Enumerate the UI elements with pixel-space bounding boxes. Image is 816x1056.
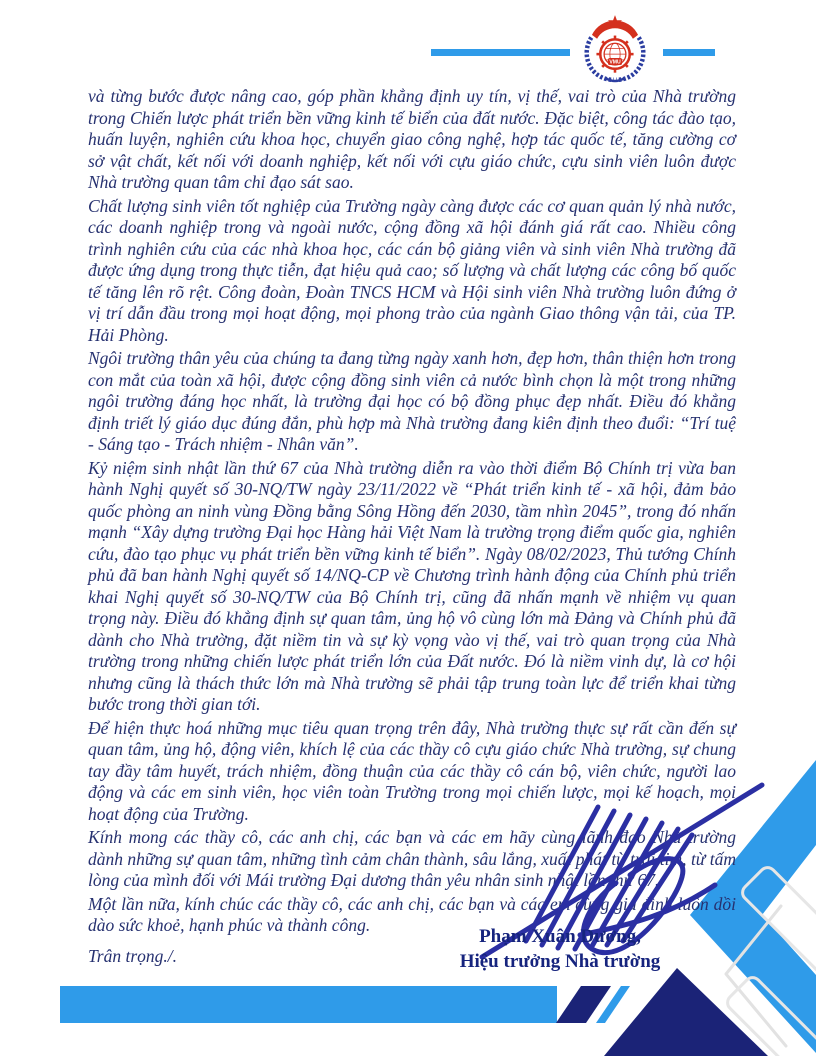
signer-name: Phạm Xuân Dương, (479, 926, 641, 947)
paragraph-2: Chất lượng sinh viên tốt nghiệp của Trường ngày càng được các cơ quan quản lý nhà nước, các doanh nghiệp trong và ngoài nước, cộng đồng xã hội đánh giá rất cao. Nhiều công trình nghiên cứu của các nhà khoa học, các cán bộ giảng viên và sinh viên Nhà trường đã được ứng dụng trong thực tiễn, đạt hiệu quả cao; số lượng và chất lượng các công bố quốc tế tăng lên rõ rệt. Công đoàn, Đoàn TNCS HCM và Hội sinh viên Nhà trường luôn đứng ở vị trí dẫn đầu trong mọi hoạt động, mọi phong trào của ngành Giao thông vận tải, của TP. Hải Phòng. (88, 195, 736, 345)
paragraph-3: Ngôi trường thân yêu của chúng ta đang từng ngày xanh hơn, đẹp hơn, thân thiện hơn trong con mắt của toàn xã hội, được cộng đồng sinh viên cả nước bình chọn là một trong những ngôi trường đáng học nhất, là trường đại học có bộ đồng phục đẹp nhất. Điều đó khẳng định triết lý giáo dục đúng đắn, phù hợp mà Nhà trường đang kiên định theo đuổi: “Trí tuệ - Sáng tạo - Trách nhiệm - Nhân văn”. (88, 348, 736, 454)
corner-triangle (604, 968, 768, 1056)
closing-line: Trân trọng./. (88, 945, 177, 966)
bottom-accent-bar (60, 986, 557, 1023)
paragraph-1: và từng bước được nâng cao, góp phần khẳng định uy tín, vị thế, vai trò của Nhà trường trong Chiến lược phát triển bền vững kinh tế biển của đất nước. Đặc biệt, công tác đào tạo, huấn luyện, nghiên cứu khoa học, chuyển giao công nghệ, hợp tác quốc tế, tăng cường cơ sở vật chất, kết nối với doanh nghiệp, kết nối với cựu giáo chức, cựu sinh viên luôn được Nhà trường quan tâm chỉ đạo sát sao. (88, 86, 736, 192)
paragraph-6: Kính mong các thầy cô, các anh chị, các bạn và các em hãy cùng lãnh đạo Nhà trường dành những sự quan tâm, những tình cảm chân thành, sâu lắng, xuất phát từ trái tim, từ tấm lòng của mình đối với Mái trường Đại dương thân yêu nhân sinh nhật lần thứ 67. (88, 827, 736, 890)
paragraph-4: Kỷ niệm sinh nhật lần thứ 67 của Nhà trường diễn ra vào thời điểm Bộ Chính trị vừa ban hành Nghị quyết số 30-NQ/TW ngày 23/11/2022 về “Phát triển kinh tế - xã hội, đảm bảo quốc phòng an ninh vùng Đồng bằng Sông Hồng đến 2030, tầm nhìn 2045”, trong đó nhấn mạnh “Xây dựng trường Đại học Hàng hải Việt Nam là trường trọng điểm quốc gia, nghiên cứu, đào tạo phục vụ phát triển bền vững kinh tế biển”. Ngày 08/02/2023, Thủ tướng Chính phủ đã ban hành Nghị quyết số 14/NQ-CP về Chương trình hành động của Chính phủ triển khai Nghị quyết số 30-NQ/TW của Bộ Chính trị, cũng đã nhấn mạnh về nhiệm vụ quan trọng này. Điều đó khẳng định sự quan tâm, ủng hộ vô cùng lớn mà Đảng và Chính phủ đã dành cho Nhà trường, đặt niềm tin và sự kỳ vọng vào vị thế, vai trò quan trọng của Nhà trường trong những chiến lược phát triển lớn của Đất nước. Đó là niềm vinh dự, là cơ hội nhưng cũng là thách thức lớn mà Nhà trường sẽ phải tập trung toàn lực để triển khai từng bước trong thời gian tới. (88, 457, 736, 714)
paragraph-7: Một lần nữa, kính chúc các thầy cô, các anh chị, các bạn và các em cùng gia đình luôn dồi dào sức khoẻ, hạnh phúc và thành công. (88, 893, 736, 935)
logo-vmu-text: VMU (609, 59, 621, 66)
paragraph-5: Để hiện thực hoá những mục tiêu quan trọng trên đây, Nhà trường thực sự rất cần đến sự quan tâm, ủng hộ, động viên, khích lệ của các thầy cô cựu giáo chức Nhà trường, sự chung tay đầy tâm huyết, trách nhiệm, đồng thuận của các thầy cô cán bộ, viên chức, người lao động và các em sinh viên, học viên toàn Trường trong mọi chiến lược, mọi kế hoạch, mọi hoạt động của Trường. (88, 717, 736, 824)
signer-title: Hiệu trưởng Nhà trường (459, 951, 661, 972)
